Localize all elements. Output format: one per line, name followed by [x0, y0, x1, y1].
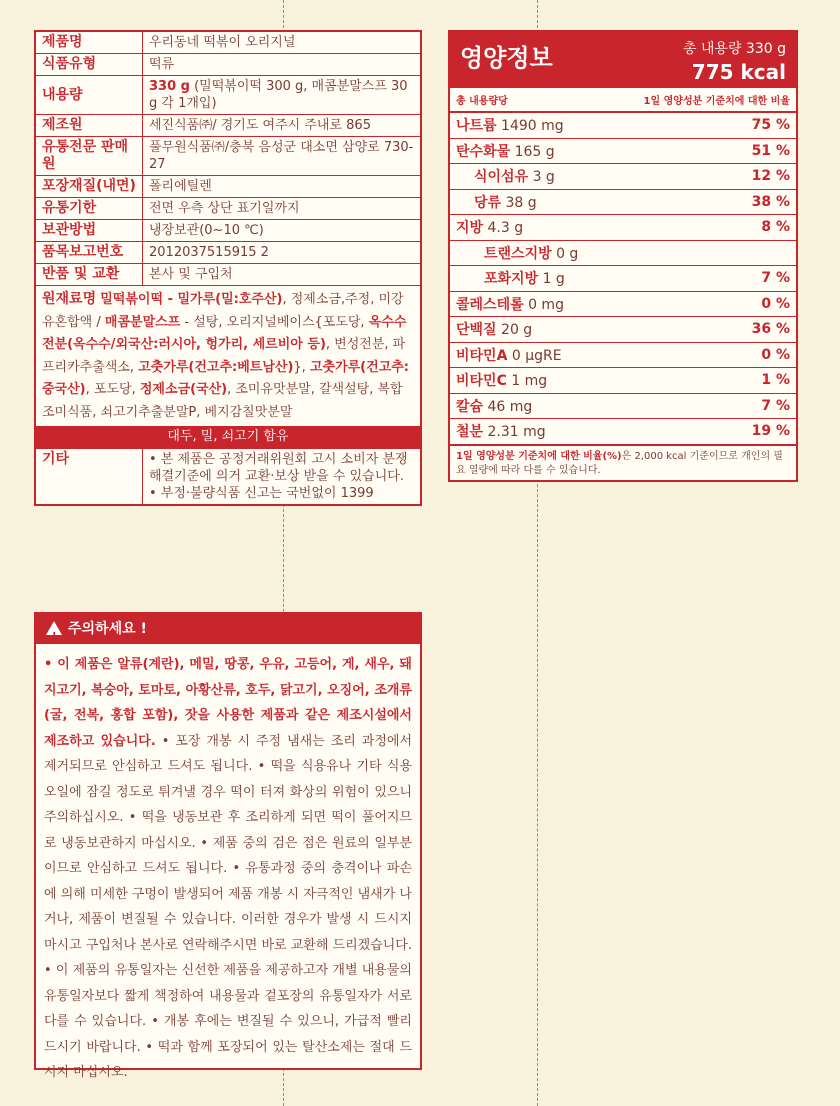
nutrition-row — [450, 266, 796, 292]
info-value-text: (밀떡볶이떡 300 g, 매콤분말스프 30 g 각 1개입) — [149, 79, 408, 111]
caution-body — [36, 644, 420, 1086]
info-row — [35, 115, 421, 137]
info-row — [35, 264, 421, 286]
info-key: 포장재질(내면) — [35, 176, 143, 198]
nutrient-percent: 19 % — [751, 423, 790, 440]
nutrition-row — [450, 164, 796, 190]
nutrition-row — [450, 343, 796, 369]
nutrient-name: 트랜스지방 — [484, 245, 552, 262]
other-line: • 부정·불량식품 신고는 국번없이 1399 — [149, 486, 374, 501]
allergen-bar: 대두, 밀, 쇠고기 함유 — [36, 426, 420, 448]
nutrient — [456, 319, 532, 339]
nutrition-rows — [450, 113, 796, 446]
nutrient-percent: 0 % — [761, 346, 790, 363]
other-label: 기타 — [35, 449, 143, 506]
ingredient-segment: 정제소금(국산) — [139, 382, 228, 397]
nutrient-amount: 2.31 mg — [487, 424, 546, 441]
caution-header — [36, 614, 420, 644]
info-row — [35, 76, 421, 115]
nutrient-amount: 46 mg — [487, 398, 533, 415]
nutrient-name: 탄수화물 — [456, 143, 511, 160]
nutrient — [484, 243, 578, 263]
info-value-bold: 330 g — [149, 79, 190, 94]
nutrient-percent: 75 % — [751, 117, 790, 134]
nutrition-row — [450, 190, 796, 216]
nutrition-foot-text: 은 2,000 kcal 기준이므로 개인의 필요 열량에 따라 다를 수 있습니다. — [456, 450, 783, 476]
info-key: 품목보고번호 — [35, 242, 143, 264]
nutrition-row — [450, 215, 796, 241]
nutrient-name: 콜레스테롤 — [456, 296, 524, 313]
info-value: 본사 및 구입처 — [143, 264, 422, 286]
info-row — [35, 137, 421, 176]
info-row — [35, 31, 421, 54]
nutrient-amount: 165 g — [514, 143, 555, 160]
warning-triangle-icon: ! — [46, 621, 62, 635]
nutrient — [456, 115, 564, 135]
ingredient-segment: 밀떡볶이떡 - 밀가루(밀:호주산) — [100, 292, 283, 307]
info-row — [35, 54, 421, 76]
ingredient-segment: , 정제소금,주정, 미강유혼합액 / — [42, 292, 404, 330]
nutrient-amount: 0 μgRE — [511, 347, 562, 364]
info-row — [35, 220, 421, 242]
nutrient-amount: 1490 mg — [501, 118, 564, 135]
nutrient — [456, 217, 523, 237]
ingredient-segment: }, — [293, 359, 310, 375]
ingredient-segment: 고춧가루(건고추:중국산) — [42, 359, 409, 397]
info-value: 2012037515915 2 — [143, 242, 422, 264]
caution-allergy-notice: • 이 제품은 알류(계란), 메밀, 땅콩, 우유, 고등어, 게, 새우, 돼지고기, 복숭아, 토마토, 아황산류, 호두, 닭고기, 오징어, 조개류(굴, 전복, 홍합 포함), 잣을 사용한 제품과 같은 제조시설에서 제조하고 있습니다. — [44, 657, 412, 749]
info-value: 떡류 — [143, 54, 422, 76]
nutrient-amount: 1 mg — [511, 373, 548, 390]
nutrition-kcal: 775 kcal — [691, 60, 786, 84]
info-value: 전면 우측 상단 표기일까지 — [143, 198, 422, 220]
info-value — [143, 76, 422, 115]
ingredients-text — [36, 286, 420, 426]
nutrient-percent: 7 % — [761, 270, 790, 287]
nutrient-name: 당류 — [474, 194, 502, 211]
nutrient-amount: 4.3 g — [487, 220, 524, 237]
info-key: 유통기한 — [35, 198, 143, 220]
info-row — [35, 198, 421, 220]
nutrient-percent: 0 % — [761, 295, 790, 312]
nutrient — [456, 396, 532, 416]
caution-title: 주의하세요 ! — [68, 621, 147, 637]
nutrition-row — [450, 241, 796, 267]
nutrition-foot-bold: 1일 영양성분 기준치에 대한 비율(%) — [456, 450, 622, 462]
ingredient-segment: 고춧가루(건고추:베트남산) — [138, 359, 294, 375]
nutrition-row — [450, 317, 796, 343]
other-row — [35, 449, 421, 506]
nutrient-name: 지방 — [456, 220, 484, 237]
nutrient-name: 철분 — [456, 424, 484, 441]
nutrition-row — [450, 368, 796, 394]
ingredients-label: 원재료명 — [42, 291, 97, 307]
nutrient — [456, 370, 547, 390]
caution-box — [34, 612, 422, 1080]
nutrient-amount: 3 g — [532, 169, 555, 186]
nutrient-percent: 36 % — [751, 321, 790, 338]
nutrient-name: 식이섬유 — [474, 169, 529, 186]
nutrient-percent: 1 % — [761, 372, 790, 389]
info-key: 반품 및 교환 — [35, 264, 143, 286]
ingredient-segment: 매콤분말스프 — [104, 314, 181, 330]
nutrient-percent: 8 % — [761, 219, 790, 236]
nutrition-row — [450, 419, 796, 446]
info-value: 냉장보관(0~10 ℃) — [143, 220, 422, 242]
nutrient — [456, 345, 562, 365]
nutrition-sub-left: 총 내용량당 — [456, 96, 508, 107]
product-info-table — [34, 30, 422, 506]
nutrient-name: 비타민A — [456, 347, 508, 364]
nutrient-amount: 38 g — [505, 194, 537, 211]
nutrition-subheader — [450, 88, 796, 113]
nutrient-amount: 20 g — [501, 322, 533, 339]
ingredient-segment: , 포도당, — [85, 382, 140, 397]
info-key: 내용량 — [35, 76, 143, 115]
nutrition-title: 영양정보 — [460, 44, 553, 72]
other-line: • 본 제품은 공정거래위원회 고시 소비자 분쟁해결기준에 의거 교환·보상 받을 수 있습니다. — [149, 452, 408, 484]
nutrition-panel — [448, 30, 798, 482]
info-value: 우리동네 떡볶이 오리지널 — [143, 31, 422, 54]
nutrient-name: 단백질 — [456, 322, 497, 339]
nutrient-percent: 38 % — [751, 193, 790, 210]
info-key: 유통전문 판매원 — [35, 137, 143, 176]
ingredient-segment: , 조미유맛분말, 갈색설탕, 복합조미식품, 쇠고기추출분말P, 베지감칠맛분말 — [42, 382, 403, 420]
nutrient-percent: 7 % — [761, 397, 790, 414]
nutrition-footnote — [450, 446, 796, 482]
ingredients-row — [35, 286, 421, 449]
nutrient — [474, 192, 537, 212]
ingredients-cell — [35, 286, 421, 449]
nutrition-row — [450, 139, 796, 165]
info-key: 제품명 — [35, 31, 143, 54]
caution-text: • 포장 개봉 시 주정 냄새는 조리 과정에서 제거되므로 안심하고 드셔도 됩니다. • 떡을 식용유나 기타 식용 오일에 잠길 정도로 튀겨낼 경우 떡이 터져 화상의 위험이 있으니 주의하십시오. • 떡을 냉동보관 후 조리하게 되면 떡이 풀어지므로 냉동보관하지 마십시오. • 제품 중의 검은 점은 원료의 일부분이므로 안심하고 드셔도 됩니다. • 유통과정 중의 충격이나 파손에 의해 미세한 구멍이 발생되어 제품 개봉 시 자극적인 냄새가 나거나, 제품이 변질될 수 있습니다. 이러한 경우가 발생 시 드시지 마시고 구입처나 본사로 연락해주시면 바로 교환해 드리겠습니다. • 이 제품의 유통일자는 신선한 제품을 제공하고자 개별 내용물의 유통일자보다 짧게 책정하여 내용물과 겉포장의 유통일자가 서로 다를 수 있습니다. • 개봉 후에는 변질될 수 있으니, 가급적 빨리 드시기 바랍니다. • 떡과 함께 포장되어 있는 탈산소제는 절대 드시지 마십시오. — [44, 733, 413, 1080]
nutrient-amount: 0 mg — [528, 296, 564, 313]
nutrient-percent: 51 % — [751, 142, 790, 159]
nutrition-total: 총 내용량 330 g — [682, 41, 786, 57]
nutrient-name: 포화지방 — [484, 271, 539, 288]
ingredient-segment: , 변성전분, 파프리카추출색소, — [42, 337, 406, 375]
nutrient-amount: 1 g — [542, 271, 565, 288]
info-value: 폴리에틸렌 — [143, 176, 422, 198]
nutrient-name: 칼슘 — [456, 398, 484, 415]
info-key: 식품유형 — [35, 54, 143, 76]
nutrient-name: 나트륨 — [456, 118, 497, 135]
info-value: 풀무원식품㈜/충북 음성군 대소면 삼양로 730-27 — [143, 137, 422, 176]
nutrient — [456, 141, 555, 161]
nutrient — [456, 421, 546, 441]
nutrition-row — [450, 292, 796, 318]
ingredient-segment: 옥수수전분(옥수수/외국산:러시아, 헝가리, 세르비아 등) — [42, 314, 407, 352]
nutrient — [474, 166, 555, 186]
ingredient-segment: - 설탕, 오리지널베이스{포도당, — [180, 314, 369, 330]
nutrient-amount: 0 g — [556, 245, 579, 262]
nutrient-percent: 12 % — [751, 168, 790, 185]
other-value — [143, 449, 422, 506]
info-value: 세진식품㈜/ 경기도 여주시 주내로 865 — [143, 115, 422, 137]
info-key: 제조원 — [35, 115, 143, 137]
info-row — [35, 176, 421, 198]
info-key: 보관방법 — [35, 220, 143, 242]
nutrition-sub-right: 1일 영양성분 기준치에 대한 비율 — [643, 96, 790, 107]
nutrient-name: 비타민C — [456, 373, 507, 390]
nutrition-row — [450, 394, 796, 420]
nutrient — [456, 294, 564, 314]
nutrition-header — [450, 32, 796, 88]
info-row — [35, 242, 421, 264]
nutrition-row — [450, 113, 796, 139]
nutrient — [484, 268, 565, 288]
